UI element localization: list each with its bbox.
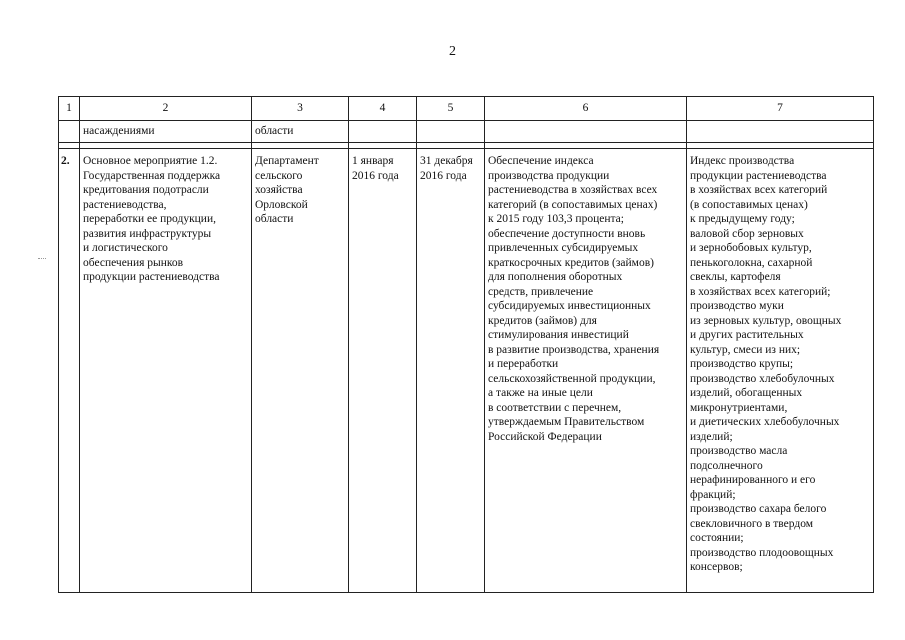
expected-result-line: Обеспечение индекса bbox=[488, 155, 594, 167]
expected-result-line: в соответствии с перечнем, bbox=[488, 401, 622, 414]
expected-result-line: производства продукции bbox=[488, 169, 610, 182]
expected-result-line: а также на иные цели bbox=[488, 387, 593, 399]
indicator-line: производство масла bbox=[690, 445, 788, 457]
expected-result-line: кредитов (займов) для bbox=[488, 314, 597, 327]
expected-result-line: краткосрочных кредитов (займов) bbox=[488, 256, 654, 269]
executor-cell bbox=[252, 149, 349, 593]
continuation-cell-4 bbox=[349, 121, 417, 143]
indicator-line: состоянии; bbox=[690, 532, 744, 544]
expected-result-line: обеспечение доступности вновь bbox=[488, 227, 646, 240]
start-date-line: 1 января bbox=[352, 155, 394, 167]
continuation-cell-2: насаждениями bbox=[80, 121, 252, 143]
page-number: 2 bbox=[449, 44, 456, 59]
indicator-line: и зернобобовых культур, bbox=[690, 242, 812, 254]
indicator-line: (в сопоставимых ценах) bbox=[690, 198, 808, 211]
expected-result-line: стимулирования инвестиций bbox=[488, 329, 629, 341]
indicator-line: консервов; bbox=[690, 561, 743, 573]
expected-result-line: утверждаемым Правительством bbox=[488, 416, 645, 428]
indicator-line: из зерновых культур, овощных bbox=[690, 314, 842, 327]
header-cell-2: 2 bbox=[80, 97, 252, 121]
executor-line: Орловской bbox=[255, 198, 308, 211]
indicator-line: фракций; bbox=[690, 488, 736, 501]
end-date-cell bbox=[417, 149, 485, 593]
indicator-line: в хозяйствах всех категорий bbox=[690, 184, 828, 196]
indicator-line: и других растительных bbox=[690, 329, 804, 341]
indicator-line: производство хлебобулочных bbox=[690, 372, 835, 385]
measure-name-cell bbox=[80, 149, 252, 593]
indicator-line: изделий, обогащенных bbox=[690, 387, 803, 399]
end-date-line: 2016 года bbox=[420, 169, 467, 182]
continuation-cell-5 bbox=[417, 121, 485, 143]
measure-name-line: обеспечения рынков bbox=[83, 256, 184, 269]
executor-line: сельского bbox=[255, 169, 303, 182]
indicator-line: производство плодоовощных bbox=[690, 546, 834, 559]
indicator-line: Индекс производства bbox=[690, 155, 795, 167]
executor-line: Департамент bbox=[255, 155, 319, 167]
continuation-cell-6 bbox=[485, 121, 687, 143]
expected-result-line: сельскохозяйственной продукции, bbox=[488, 372, 656, 385]
measure-name-line: растениеводства, bbox=[83, 198, 167, 211]
measure-name-line: продукции растениеводства bbox=[83, 271, 220, 283]
measure-name-line: развития инфраструктуры bbox=[83, 227, 212, 240]
header-cell-5: 5 bbox=[417, 97, 485, 121]
indicator-line: к предыдущему году; bbox=[690, 213, 795, 225]
continuation-cell-3: области bbox=[252, 121, 349, 143]
indicator-line: в хозяйствах всех категорий; bbox=[690, 285, 831, 298]
measure-name-line: Основное мероприятие 1.2. bbox=[83, 155, 218, 167]
expected-result-line: для пополнения оборотных bbox=[488, 271, 623, 283]
end-date-line: 31 декабря bbox=[420, 155, 473, 167]
indicator-line: производство крупы; bbox=[690, 358, 794, 370]
header-cell-1: 1 bbox=[59, 97, 80, 121]
indicator-line: продукции растениеводства bbox=[690, 169, 827, 182]
expected-result-line: растениеводства в хозяйствах всех bbox=[488, 184, 658, 196]
indicator-line: пенькоголокна, сахарной bbox=[690, 256, 813, 269]
indicator-line: производство муки bbox=[690, 300, 784, 312]
indicator-line: валовой сбор зерновых bbox=[690, 227, 804, 240]
header-cell-6: 6 bbox=[485, 97, 687, 121]
indicator-line: подсолнечного bbox=[690, 459, 763, 472]
measure-name-line: переработки ее продукции, bbox=[83, 213, 216, 225]
program-table bbox=[58, 96, 874, 593]
header-cell-7: 7 bbox=[687, 97, 874, 121]
executor-line: области bbox=[255, 213, 294, 225]
expected-result-line: средств, привлечение bbox=[488, 285, 594, 298]
indicator-line: микронутриентами, bbox=[690, 401, 788, 414]
margin-mark bbox=[38, 258, 46, 260]
header-row bbox=[59, 97, 874, 121]
header-cell-3: 3 bbox=[252, 97, 349, 121]
indicator-line: свеклы, картофеля bbox=[690, 271, 781, 283]
measure-name-line: кредитования подотрасли bbox=[83, 184, 209, 196]
expected-result-line: в развитие производства, хранения bbox=[488, 343, 660, 356]
expected-result-line: к 2015 году 103,3 процента; bbox=[488, 213, 624, 225]
executor-line: хозяйства bbox=[255, 184, 303, 196]
table-row bbox=[59, 149, 874, 593]
header-cell-4: 4 bbox=[349, 97, 417, 121]
measure-name-line: Государственная поддержка bbox=[83, 169, 221, 182]
expected-result-line: Российской Федерации bbox=[488, 430, 602, 443]
indicator-cell bbox=[687, 149, 874, 593]
indicator-line: производство сахара белого bbox=[690, 503, 827, 515]
row-number: 2. bbox=[59, 149, 80, 593]
indicator-line: изделий; bbox=[690, 430, 733, 443]
continuation-cell-1 bbox=[59, 121, 80, 143]
expected-result-line: категорий (в сопоставимых ценах) bbox=[488, 198, 658, 211]
start-date-cell bbox=[349, 149, 417, 593]
measure-name-line: и логистического bbox=[83, 242, 168, 254]
indicator-line: свекловичного в твердом bbox=[690, 517, 814, 530]
expected-result-line: привлеченных субсидируемых bbox=[488, 242, 639, 254]
indicator-line: культур, смеси из них; bbox=[690, 343, 801, 356]
start-date-line: 2016 года bbox=[352, 169, 399, 182]
expected-result-cell bbox=[485, 149, 687, 593]
expected-result-line: и переработки bbox=[488, 358, 559, 370]
continuation-cell-7 bbox=[687, 121, 874, 143]
expected-result-line: субсидируемых инвестиционных bbox=[488, 300, 651, 312]
indicator-line: и диетических хлебобулочных bbox=[690, 416, 840, 428]
continuation-row bbox=[59, 121, 874, 143]
indicator-line: нерафинированного и его bbox=[690, 474, 816, 486]
